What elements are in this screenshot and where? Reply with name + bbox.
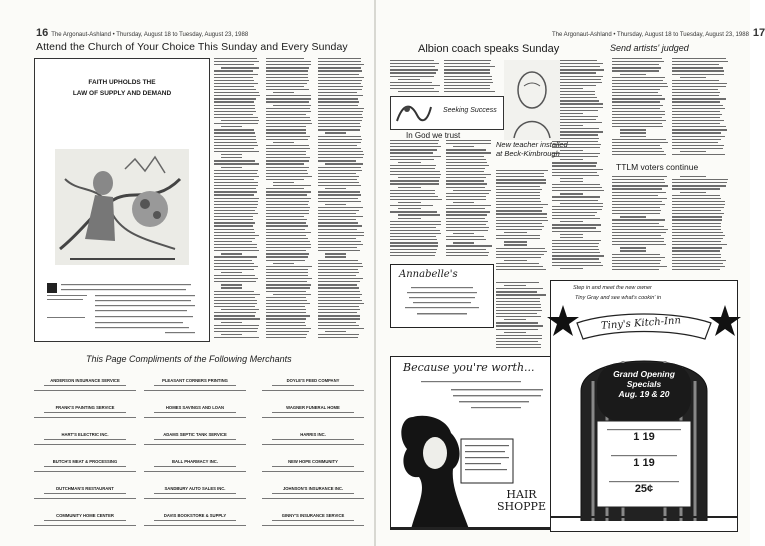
merchants-headline: This Page Compliments of the Following Merchants xyxy=(86,354,292,364)
merchant-name: WAGNER FUNERAL HOME xyxy=(286,405,340,410)
merchant-name: BALL PHARMACY INC. xyxy=(172,459,218,464)
merchant-name: GINNY'S INSURANCE SERVICE xyxy=(281,513,345,518)
text-column xyxy=(390,60,440,92)
text-column xyxy=(444,60,496,92)
merchant-name: SANDBURY AUTO SALES INC. xyxy=(164,486,226,491)
text-column xyxy=(496,282,546,348)
albion-headline: Albion coach speaks Sunday xyxy=(418,43,560,55)
merchant-name: ANDERSON INSURANCE SERVICE xyxy=(50,378,120,383)
ttlm-headline: TTLM voters continue xyxy=(616,162,699,172)
merchant-name: DOYLE'S FEED COMPANY xyxy=(286,378,340,383)
kitch-banner: Tiny's Kitch-Inn xyxy=(600,315,682,332)
merchant-name: FRANK'S PAINTING SERVICE xyxy=(55,405,115,410)
photo-caption: New teacher installed at Beck-Kimbrough xyxy=(496,140,568,158)
faith-ad-illustration xyxy=(55,149,189,265)
annabelles-name: Annabelle's xyxy=(399,269,458,280)
kitch-topline2: Tiny Gray and see what's cookin' in xyxy=(575,295,662,301)
merchant-name: DUTCHMAN'S RESTAURANT xyxy=(56,486,114,491)
artists-headline: Send artists' judged xyxy=(610,43,689,53)
kitch-topline1: Step in and meet the new owner xyxy=(573,285,652,291)
text-column xyxy=(266,58,312,340)
merchant-name: NEW HOPE COMMUNITY xyxy=(288,459,338,464)
seeking-success-logo: Seeking Success xyxy=(390,96,504,130)
text-column xyxy=(390,140,442,256)
kitch-inn-ad xyxy=(550,280,738,532)
left-page xyxy=(0,0,374,546)
text-column xyxy=(214,58,260,340)
text-column xyxy=(446,140,492,256)
annabelles-ad xyxy=(390,264,494,328)
church-headline: Attend the Church of Your Choice This Sunday and Every Sunday xyxy=(36,41,348,53)
text-column xyxy=(318,58,364,340)
hair-shoppe-ad xyxy=(390,356,552,530)
faith-ad xyxy=(34,58,210,342)
merchant-name: BUTCH'S MEAT & PROCESSING xyxy=(52,459,118,464)
teacher-photo xyxy=(504,60,560,140)
merchant-name: HOMES SAVINGS AND LOAN xyxy=(165,405,225,410)
text-column xyxy=(612,176,668,272)
right-page xyxy=(376,0,765,546)
left-folio: 16 The Argonaut-Ashland • Thursday, August 18 to Tuesday, August 23, 1988 xyxy=(36,27,249,39)
price-3: 25¢ xyxy=(634,483,654,495)
merchant-name: DAVIS BOOKSTORE & SUPPLY xyxy=(163,513,227,518)
faith-ad-text-block xyxy=(45,281,201,335)
merchant-listing xyxy=(258,513,368,545)
merchant-name: COMMUNITY HOME CENTER xyxy=(56,513,114,518)
text-column xyxy=(672,176,728,272)
merchant-name: HARRIS INC. xyxy=(300,432,326,437)
price-1: 1 19 xyxy=(633,431,655,443)
faith-ad-title: FAITH UPHOLDS THE LAW OF SUPPLY AND DEMAND xyxy=(72,79,172,97)
because-headline: Because you're worth... xyxy=(403,361,535,374)
merchant-name: HART'S ELECTRIC INC. xyxy=(61,432,109,437)
merchant-listing xyxy=(30,513,140,545)
text-column xyxy=(612,58,668,156)
price-2: 1 19 xyxy=(633,457,655,469)
merchant-name: ADAMS SEPTIC TANK SERVICE xyxy=(163,432,227,437)
right-folio: The Argonaut-Ashland • Thursday, August 18 to Tuesday, August 23, 1988 17 xyxy=(552,27,765,39)
grand-opening-sign: Grand Opening Specials Aug. 19 & 20 xyxy=(613,369,675,399)
merchant-name: PLEASANT CORNERS PRINTING xyxy=(162,378,228,383)
merchant-name: JOHNSON'S INSURANCE INC. xyxy=(282,486,344,491)
merchant-listing xyxy=(140,513,250,545)
trust-headline: In God we trust xyxy=(406,131,461,140)
hair-shoppe-logo: HAIR SHOPPE xyxy=(497,488,546,513)
text-column xyxy=(672,58,728,156)
text-column xyxy=(496,170,548,270)
